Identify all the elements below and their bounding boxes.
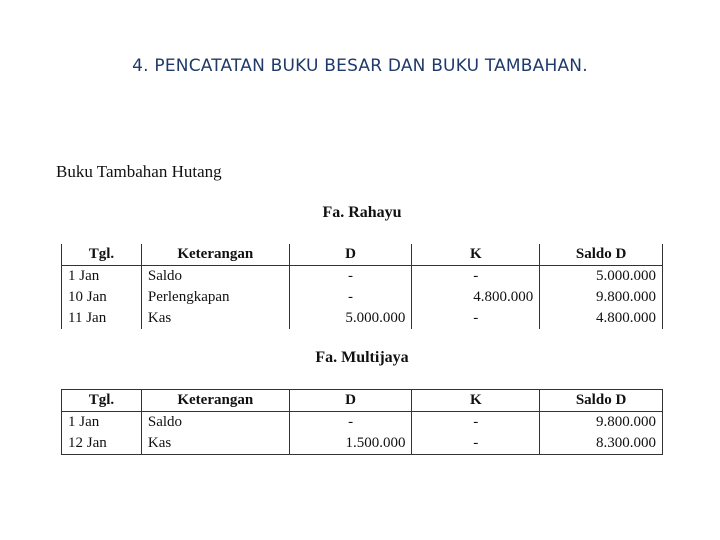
col-header-k: K [412, 390, 540, 412]
table-row [62, 308, 663, 329]
col-header-tgl: Tgl. [62, 244, 142, 266]
cell-keterangan: Saldo [141, 412, 289, 434]
cell-saldo: 4.800.000 [540, 308, 663, 329]
cell-date: 11 Jan [62, 308, 142, 329]
cell-debit: - [289, 287, 412, 308]
cell-date: 12 Jan [62, 433, 142, 455]
cell-keterangan: Saldo [141, 266, 289, 288]
cell-kredit: 4.800.000 [412, 287, 540, 308]
cell-saldo: 8.300.000 [540, 433, 663, 455]
table-row [62, 287, 663, 308]
cell-kredit: - [412, 412, 540, 434]
cell-debit: - [289, 412, 412, 434]
cell-debit: 5.000.000 [289, 308, 412, 329]
col-header-tgl: Tgl. [62, 390, 142, 412]
table-row [62, 433, 663, 455]
cell-date: 1 Jan [62, 266, 142, 288]
cell-kredit: - [412, 308, 540, 329]
col-header-keterangan: Keterangan [141, 390, 289, 412]
slide-title: 4. PENCATATAN BUKU BESAR DAN BUKU TAMBAHAN. [132, 56, 588, 76]
table-header-row [62, 244, 663, 266]
col-header-d: D [289, 244, 412, 266]
cell-keterangan: Kas [141, 433, 289, 455]
cell-kredit: - [412, 266, 540, 288]
col-header-keterangan: Keterangan [141, 244, 289, 266]
cell-saldo: 5.000.000 [540, 266, 663, 288]
col-header-d: D [289, 390, 412, 412]
cell-date: 10 Jan [62, 287, 142, 308]
cell-kredit: - [412, 433, 540, 455]
cell-debit: 1.500.000 [289, 433, 412, 455]
col-header-saldo: Saldo D [540, 390, 663, 412]
cell-debit: - [289, 266, 412, 288]
ledger-title-rahayu: Fa. Rahayu [322, 204, 402, 221]
col-header-k: K [412, 244, 540, 266]
col-header-saldo: Saldo D [540, 244, 663, 266]
section-title: Buku Tambahan Hutang [56, 162, 222, 181]
table-header-row [62, 390, 663, 412]
cell-saldo: 9.800.000 [540, 287, 663, 308]
cell-saldo: 9.800.000 [540, 412, 663, 434]
cell-date: 1 Jan [62, 412, 142, 434]
cell-keterangan: Perlengkapan [141, 287, 289, 308]
table-row [62, 412, 663, 434]
ledger-table-multijaya [61, 389, 663, 455]
ledger-table-rahayu [61, 244, 663, 329]
table-row [62, 266, 663, 288]
ledger-title-multijaya: Fa. Multijaya [315, 349, 409, 366]
cell-keterangan: Kas [141, 308, 289, 329]
